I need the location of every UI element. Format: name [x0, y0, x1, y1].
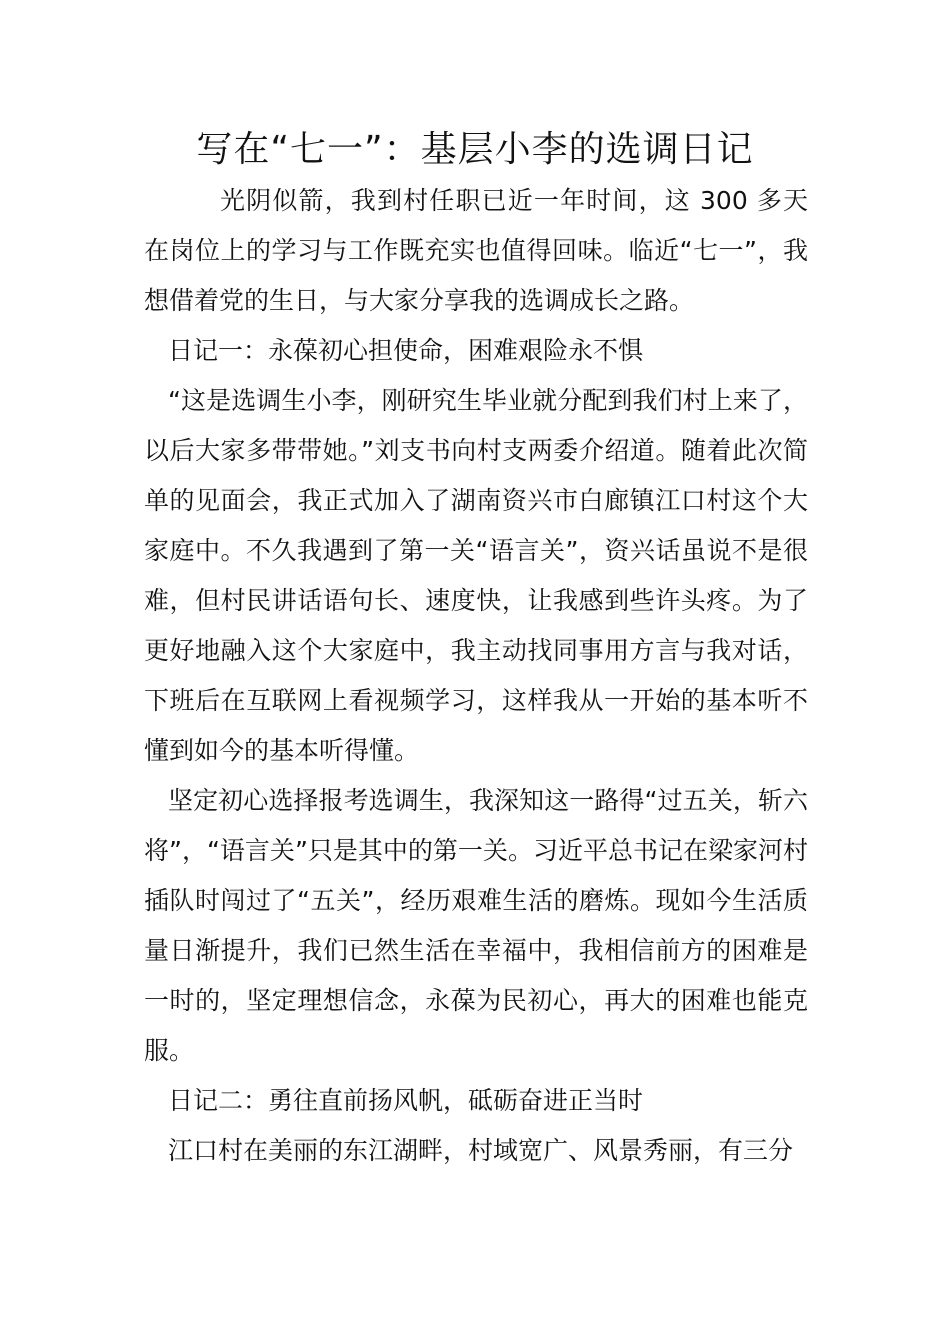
document-body — [144, 176, 808, 1176]
diary-two-paragraph-1: 江口村在美丽的东江湖畔，村域宽广、风景秀丽，有三分 — [168, 1136, 794, 1165]
intro-paragraph: 光阴似箭，我到村任职已近一年时间，这 300 多天在岗位上的学习与工作既充实也值得回味。临近“七一”，我想借着党的生日，与大家分享我的选调成长之路。 — [144, 186, 808, 315]
document-title: 写在“七一”：基层小李的选调日记 — [196, 129, 754, 170]
diary-one-paragraph-1: “这是选调生小李，刚研究生毕业就分配到我们村上来了，以后大家多带带她。”刘支书向村支两委介绍道。随着此次简单的见面会，我正式加入了湖南资兴市白廊镇江口村这个大家庭中。不久我遇到了第一关“语言关”，资兴话虽说不是很难，但村民讲话语句长、速度快，让我感到些许头疼。为了更好地融入这个大家庭中，我主动找同事用方言与我对话，下班后在互联网上看视频学习，这样我从一开始的基本听不懂到如今的基本听得懂。 — [144, 386, 808, 765]
diary-one-heading: 日记一：永葆初心担使命，困难艰险永不惧 — [168, 336, 644, 365]
diary-two-heading: 日记二：勇往直前扬风帆，砥砺奋进正当时 — [168, 1086, 644, 1115]
diary-one-paragraph-2: 坚定初心选择报考选调生，我深知这一路得“过五关，斩六将”，“语言关”只是其中的第一关。习近平总书记在梁家河村插队时闯过了“五关”，经历艰难生活的磨炼。现如今生活质量日渐提升，我们已然生活在幸福中，我相信前方的困难是一时的，坚定理想信念，永葆为民初心，再大的困难也能克服。 — [144, 786, 808, 1065]
